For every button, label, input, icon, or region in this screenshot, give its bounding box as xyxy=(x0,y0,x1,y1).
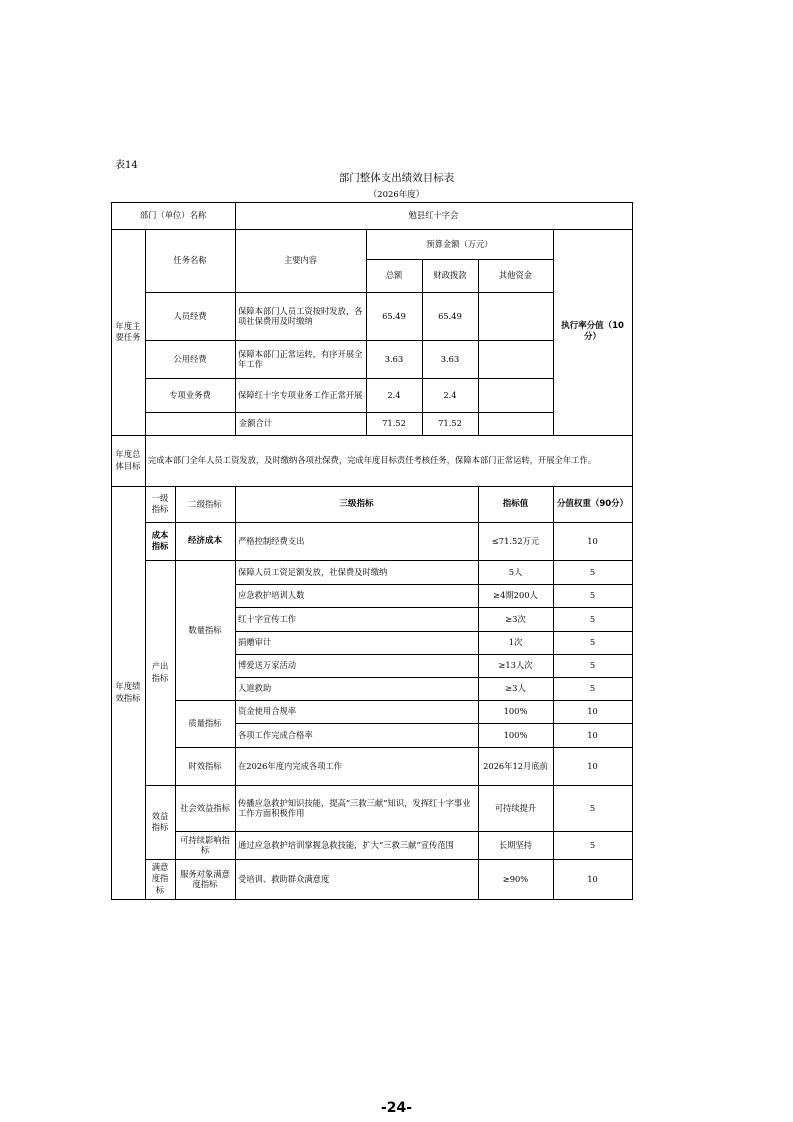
sustain-level3: 通过应急救护培训掌握急救技能，扩大“三救三献”宣传范围 xyxy=(238,839,454,850)
task-content: 保障本部门正常运转，有序开展全年工作 xyxy=(238,348,363,369)
fiscal-header: 财政拨款 xyxy=(433,270,467,281)
output-label: 产出指标 xyxy=(151,661,169,683)
benefit-label: 效益指标 xyxy=(151,810,169,832)
task-fiscal: 65.49 xyxy=(438,310,462,321)
quality-weight: 10 xyxy=(587,729,598,740)
exec-rate-score: 执行率分值（10分） xyxy=(561,321,624,342)
satisfaction-weight: 10 xyxy=(587,873,598,884)
quantity-level3: 人道救助 xyxy=(238,683,272,694)
task-total: 3.63 xyxy=(384,353,404,364)
cost-weight: 10 xyxy=(587,535,598,546)
satisfaction-level2: 服务对象满意度指标 xyxy=(180,868,230,889)
quantity-level3: 保障人员工资足额发放，社保费及时缴纳 xyxy=(238,566,388,577)
task-total: 65.49 xyxy=(382,310,406,321)
task-content: 保障红十字专项业务工作正常开展 xyxy=(238,389,363,400)
cost-level3: 严格控制经费支出 xyxy=(238,535,305,546)
sustain-label: 可持续影响指标 xyxy=(180,834,230,855)
annual-goal-label: 年度总体目标 xyxy=(115,449,141,471)
quantity-value: ≥13人次 xyxy=(498,660,533,671)
quantity-weight: 5 xyxy=(589,613,596,624)
content-header: 主要内容 xyxy=(283,255,318,266)
task-other xyxy=(478,292,553,340)
quantity-weight: 5 xyxy=(589,683,596,694)
task-total: 2.4 xyxy=(387,389,401,400)
sum-fiscal: 71.52 xyxy=(438,418,462,429)
cost-level1: 成本指标 xyxy=(151,529,169,551)
quantity-weight: 5 xyxy=(589,660,596,671)
quantity-label: 数量指标 xyxy=(188,624,222,635)
task-name: 专项业务费 xyxy=(169,389,211,400)
task-fiscal: 3.63 xyxy=(440,353,460,364)
timeliness-label: 时效指标 xyxy=(188,760,222,771)
quality-level3: 资金使用合规率 xyxy=(238,706,297,717)
table-year: （2026年度） xyxy=(368,190,425,200)
header-level3: 三级指标 xyxy=(339,498,374,509)
timeliness-weight: 10 xyxy=(587,760,598,771)
header-level1: 一级指标 xyxy=(151,492,169,514)
sustain-weight: 5 xyxy=(589,839,596,850)
header-level2: 二级指标 xyxy=(188,498,222,509)
table-number: 表14 xyxy=(115,160,138,171)
task-name: 人员经费 xyxy=(173,310,207,321)
satisfaction-level3: 受培训、救助群众满意度 xyxy=(238,873,330,884)
task-other xyxy=(478,378,553,412)
social-weight: 5 xyxy=(589,802,596,813)
social-level3: 传播应急救护知识技能，提高“三救三献”知识，发挥红十字事业工作方面积极作用 xyxy=(238,797,471,818)
quantity-level3: 应急救护培训人数 xyxy=(238,590,305,601)
quantity-weight: 5 xyxy=(589,637,596,648)
total-header: 总额 xyxy=(385,270,403,281)
header-value: 指标值 xyxy=(502,498,529,509)
quantity-weight: 5 xyxy=(589,566,596,577)
sustain-value: 长期坚持 xyxy=(498,839,533,850)
annual-indicator-label: 年度绩效指标 xyxy=(115,681,141,703)
annual-goal: 完成本部门全年人员工资发放，及时缴纳各项社保费，完成年度目标责任考核任务，保障本部门正常运转，开展全年工作。 xyxy=(148,455,597,466)
task-fiscal: 2.4 xyxy=(443,389,457,400)
task-content: 保障本部门人员工资按时发放，各项社保费用及时缴纳 xyxy=(238,305,363,326)
quality-weight: 10 xyxy=(587,706,598,717)
annual-tasks-label: 年度主要任务 xyxy=(115,320,141,342)
dept-name: 勉县红十字会 xyxy=(408,210,459,221)
task-other xyxy=(478,340,553,378)
social-label: 社会效益指标 xyxy=(180,802,230,813)
sum-label: 金额合计 xyxy=(238,418,273,429)
cost-level2: 经济成本 xyxy=(187,535,222,546)
quality-label: 质量指标 xyxy=(188,718,222,729)
quantity-value: ≥3人 xyxy=(505,683,526,694)
table-title: 部门整体支出绩效目标表 xyxy=(338,172,455,184)
timeliness-value: 2026年12月底前 xyxy=(483,760,548,771)
task-name: 公用经费 xyxy=(173,353,207,364)
sum-total: 71.52 xyxy=(382,418,406,429)
quality-level3: 各项工作完成合格率 xyxy=(238,729,313,740)
quantity-value: 1次 xyxy=(508,637,523,648)
quantity-value: ≥3次 xyxy=(505,613,526,624)
timeliness-level3: 在2026年度内完成各项工作 xyxy=(238,760,343,771)
header-weight: 分值权重（90分） xyxy=(556,498,629,509)
satisfaction-level1: 满意度指标 xyxy=(151,862,169,895)
dept-label: 部门（单位）名称 xyxy=(139,210,207,221)
quality-value: 100% xyxy=(503,729,528,740)
quantity-level3: 红十字宣传工作 xyxy=(238,613,297,624)
social-value: 可持续提升 xyxy=(494,802,537,813)
quantity-level3: 博爱送万家活动 xyxy=(238,660,297,671)
quantity-value: ≥4期200人 xyxy=(493,590,538,601)
cost-value: ≤71.52万元 xyxy=(491,535,540,546)
satisfaction-value: ≥90% xyxy=(502,873,529,884)
quality-value: 100% xyxy=(503,706,528,717)
quantity-value: 5人 xyxy=(508,566,523,577)
quantity-level3: 捐赠审计 xyxy=(238,637,272,648)
other-header: 其他资金 xyxy=(498,270,533,281)
page-number: -24- xyxy=(380,1100,413,1116)
budget-header: 预算金额（万元） xyxy=(426,238,493,249)
quantity-weight: 5 xyxy=(589,590,596,601)
task-name-header: 任务名称 xyxy=(173,255,207,266)
